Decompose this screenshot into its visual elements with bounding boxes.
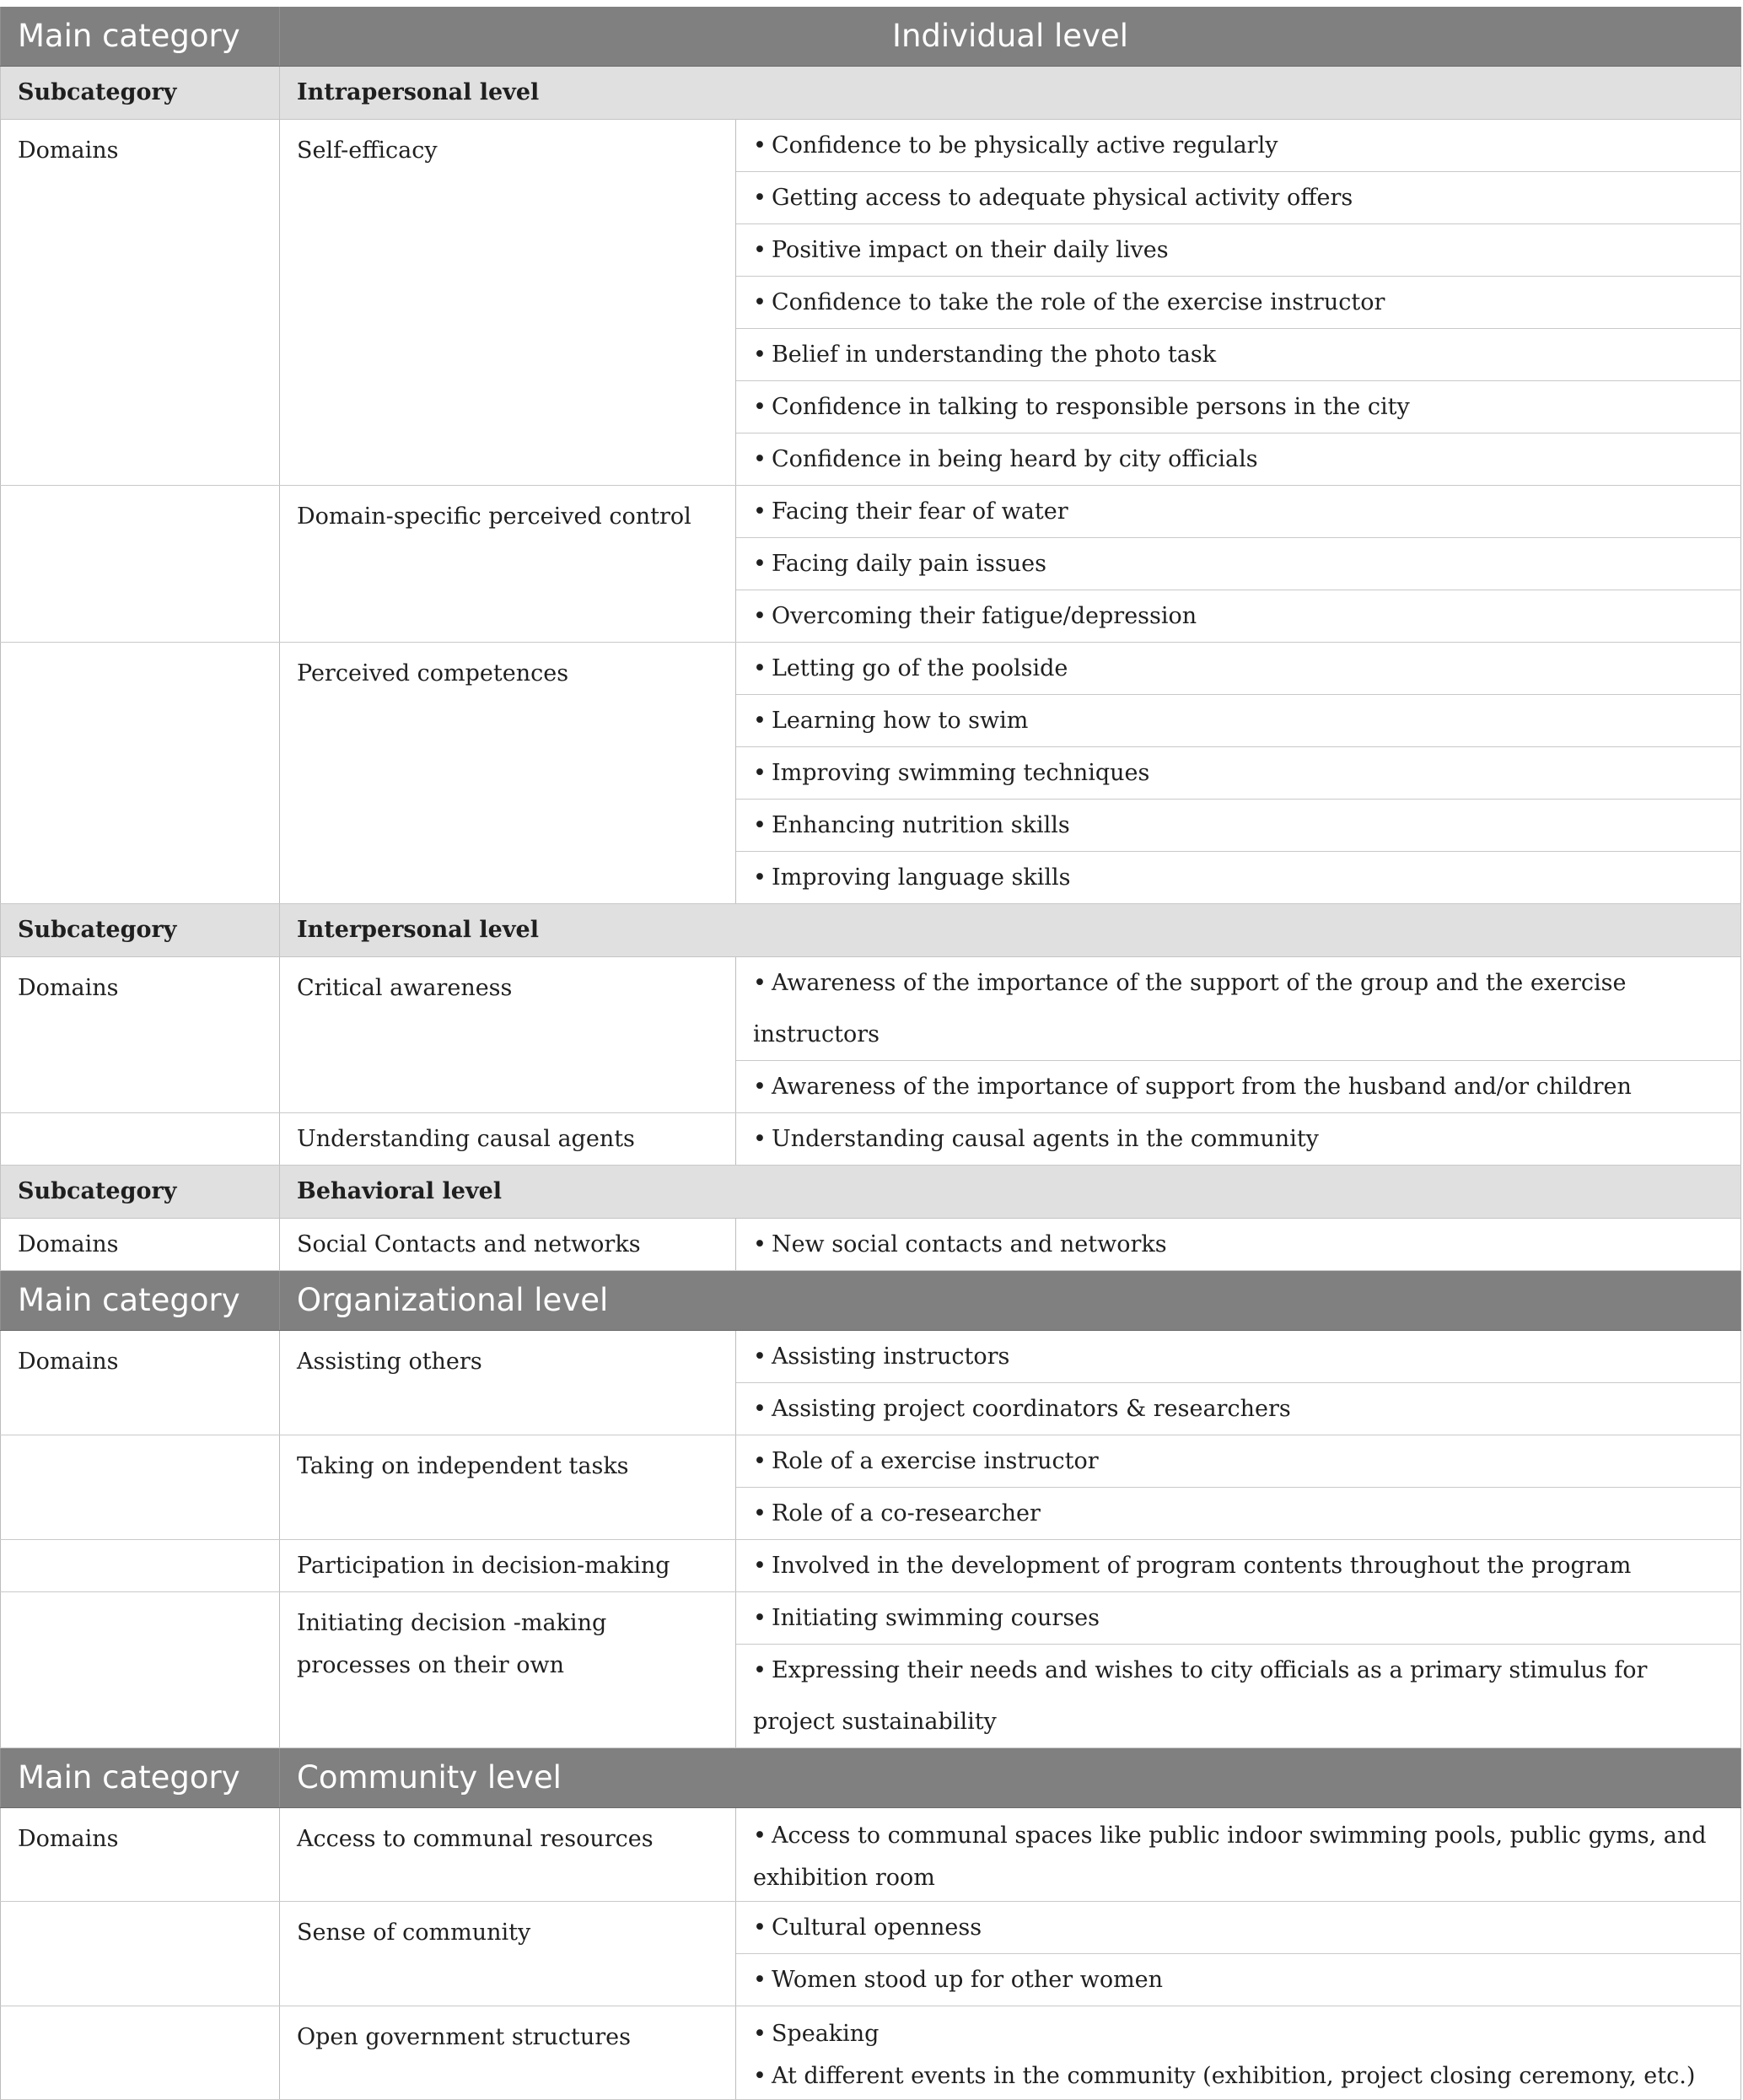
- bullet-icon: •: [753, 1914, 767, 1941]
- bullet-icon: •: [753, 708, 767, 734]
- domain-item: • Confidence in talking to responsible persons in the city: [736, 381, 1741, 433]
- domains-label-empty: [1, 1902, 280, 2006]
- domain-item: • Positive impact on their daily lives: [736, 224, 1741, 277]
- table-row: [1, 1113, 1741, 1166]
- table-row: [1, 486, 1741, 538]
- bullet-icon: •: [753, 2063, 767, 2089]
- domains-label: Domains: [1, 120, 280, 486]
- domain-item: • Women stood up for other women: [736, 1954, 1741, 2006]
- subcategory-row: [1, 67, 1741, 120]
- domain-item: • Belief in understanding the photo task: [736, 329, 1741, 381]
- bullet-icon: •: [753, 498, 767, 525]
- domain-name: Understanding causal agents: [280, 1113, 736, 1166]
- subcategory-title: Interpersonal level: [280, 904, 1741, 957]
- domains-label-empty: [1, 1113, 280, 1166]
- bullet-icon: •: [753, 970, 767, 996]
- domain-item: • Learning how to swim: [736, 695, 1741, 747]
- main-category-title: Individual level: [280, 7, 1741, 67]
- main-category-title: Organizational level: [280, 1271, 1741, 1331]
- domains-label-empty: [1, 486, 280, 643]
- bullet-icon: •: [753, 655, 767, 681]
- domain-name: Critical awareness: [280, 957, 736, 1113]
- domain-item: • Speaking: [753, 2021, 880, 2047]
- domains-label: Domains: [1, 1808, 280, 1902]
- domain-item-group: [736, 2006, 1741, 2100]
- bullet-icon: •: [753, 812, 767, 838]
- domain-name: Social Contacts and networks: [280, 1219, 736, 1271]
- domain-name: Taking on independent tasks: [280, 1435, 736, 1540]
- domain-item: • Facing daily pain issues: [736, 538, 1741, 590]
- bullet-icon: •: [753, 1396, 767, 1422]
- bullet-icon: •: [753, 1500, 767, 1527]
- bullet-icon: •: [753, 1823, 767, 1849]
- bullet-icon: •: [753, 237, 767, 263]
- bullet-icon: •: [753, 1126, 767, 1152]
- table-row: [1, 1592, 1741, 1645]
- domain-item: • Confidence to take the role of the exercise instructor: [736, 277, 1741, 329]
- domains-label: Domains: [1, 957, 280, 1113]
- domain-item: • Cultural openness: [736, 1902, 1741, 1954]
- bullet-icon: •: [753, 342, 767, 368]
- domain-item: • Awareness of the importance of support from the husband and/or children: [736, 1061, 1741, 1113]
- domains-label-empty: [1, 1540, 280, 1592]
- domains-label: Domains: [1, 1331, 280, 1435]
- bullet-icon: •: [753, 446, 767, 472]
- subcategory-label: Subcategory: [1, 904, 280, 957]
- table-row: [1, 957, 1741, 1061]
- main-category-row: [1, 1271, 1741, 1331]
- bullet-icon: •: [753, 1448, 767, 1474]
- subcategory-row: [1, 904, 1741, 957]
- domains-label: Domains: [1, 1219, 280, 1271]
- domain-name: Open government structures: [280, 2006, 736, 2100]
- bullet-icon: •: [753, 289, 767, 315]
- bullet-icon: •: [753, 1967, 767, 1993]
- table-row: [1, 1540, 1741, 1592]
- table-container: [0, 7, 1740, 2100]
- domain-name: Perceived competences: [280, 643, 736, 904]
- bullet-icon: •: [753, 760, 767, 786]
- bullet-icon: •: [753, 1231, 767, 1257]
- subcategory-row: [1, 1166, 1741, 1219]
- bullet-icon: •: [753, 1553, 767, 1579]
- domain-item: • Improving swimming techniques: [736, 747, 1741, 800]
- domain-name: Self-efficacy: [280, 120, 736, 486]
- empowerment-table: [0, 7, 1741, 2100]
- domain-item: • Enhancing nutrition skills: [736, 800, 1741, 852]
- bullet-icon: •: [753, 1074, 767, 1100]
- domain-name: Initiating decision -making processes on their own: [280, 1592, 736, 1748]
- bullet-icon: •: [753, 864, 767, 891]
- main-category-label: Main category: [1, 7, 280, 67]
- domains-label-empty: [1, 643, 280, 904]
- domain-name: Sense of community: [280, 1902, 736, 2006]
- domain-item: • Letting go of the poolside: [736, 643, 1741, 695]
- bullet-icon: •: [753, 2021, 767, 2047]
- bullet-icon: •: [753, 1605, 767, 1631]
- table-row: [1, 1808, 1741, 1902]
- main-category-label: Main category: [1, 1271, 280, 1331]
- domains-label-empty: [1, 1592, 280, 1748]
- table-row: [1, 1219, 1741, 1271]
- domain-item: • Role of a exercise instructor: [736, 1435, 1741, 1488]
- main-category-row: [1, 1748, 1741, 1808]
- table-row: [1, 1902, 1741, 1954]
- domain-item: • Understanding causal agents in the community: [736, 1113, 1741, 1166]
- table-row: [1, 1331, 1741, 1383]
- subcategory-title: Intrapersonal level: [280, 67, 1741, 120]
- main-category-title: Community level: [280, 1748, 1741, 1808]
- domain-item: • Assisting project coordinators & researchers: [736, 1383, 1741, 1435]
- domain-item: • Involved in the development of program contents throughout the program: [736, 1540, 1741, 1592]
- table-row: [1, 2006, 1741, 2100]
- domain-name: Domain-specific perceived control: [280, 486, 736, 643]
- domain-item: • Confidence to be physically active regularly: [736, 120, 1741, 172]
- bullet-icon: •: [753, 1657, 767, 1683]
- bullet-icon: •: [753, 394, 767, 420]
- table-row: [1, 643, 1741, 695]
- main-category-label: Main category: [1, 1748, 280, 1808]
- subcategory-title: Behavioral level: [280, 1166, 1741, 1219]
- domain-item: • Getting access to adequate physical activity offers: [736, 172, 1741, 224]
- bullet-icon: •: [753, 551, 767, 577]
- subcategory-label: Subcategory: [1, 67, 280, 120]
- table-row: [1, 1435, 1741, 1488]
- domain-item: • New social contacts and networks: [736, 1219, 1741, 1271]
- domains-label-empty: [1, 2006, 280, 2100]
- domain-item: • At different events in the community (exhibition, project closing ceremony, etc.): [753, 2063, 1696, 2089]
- bullet-icon: •: [753, 1343, 767, 1370]
- subcategory-label: Subcategory: [1, 1166, 280, 1219]
- bullet-icon: •: [753, 603, 767, 629]
- domain-name: Participation in decision-making: [280, 1540, 736, 1592]
- domain-name: Assisting others: [280, 1331, 736, 1435]
- domain-item: • Assisting instructors: [736, 1331, 1741, 1383]
- bullet-icon: •: [753, 185, 767, 211]
- domain-item: • Facing their fear of water: [736, 486, 1741, 538]
- domain-item: • Access to communal spaces like public indoor swimming pools, public gyms, and exhibition room: [736, 1808, 1741, 1902]
- domain-item: • Overcoming their fatigue/depression: [736, 590, 1741, 643]
- table-row: [1, 120, 1741, 172]
- domain-item: • Initiating swimming courses: [736, 1592, 1741, 1645]
- bullet-icon: •: [753, 132, 767, 159]
- domain-item: • Expressing their needs and wishes to city officials as a primary stimulus for project sustainability: [736, 1645, 1741, 1748]
- domain-item: • Improving language skills: [736, 852, 1741, 904]
- domain-item: • Role of a co-researcher: [736, 1488, 1741, 1540]
- main-category-row: [1, 7, 1741, 67]
- domain-item: • Confidence in being heard by city officials: [736, 433, 1741, 486]
- domain-name: Access to communal resources: [280, 1808, 736, 1902]
- domains-label-empty: [1, 1435, 280, 1540]
- domain-item: • Awareness of the importance of the support of the group and the exercise instructors: [736, 957, 1741, 1061]
